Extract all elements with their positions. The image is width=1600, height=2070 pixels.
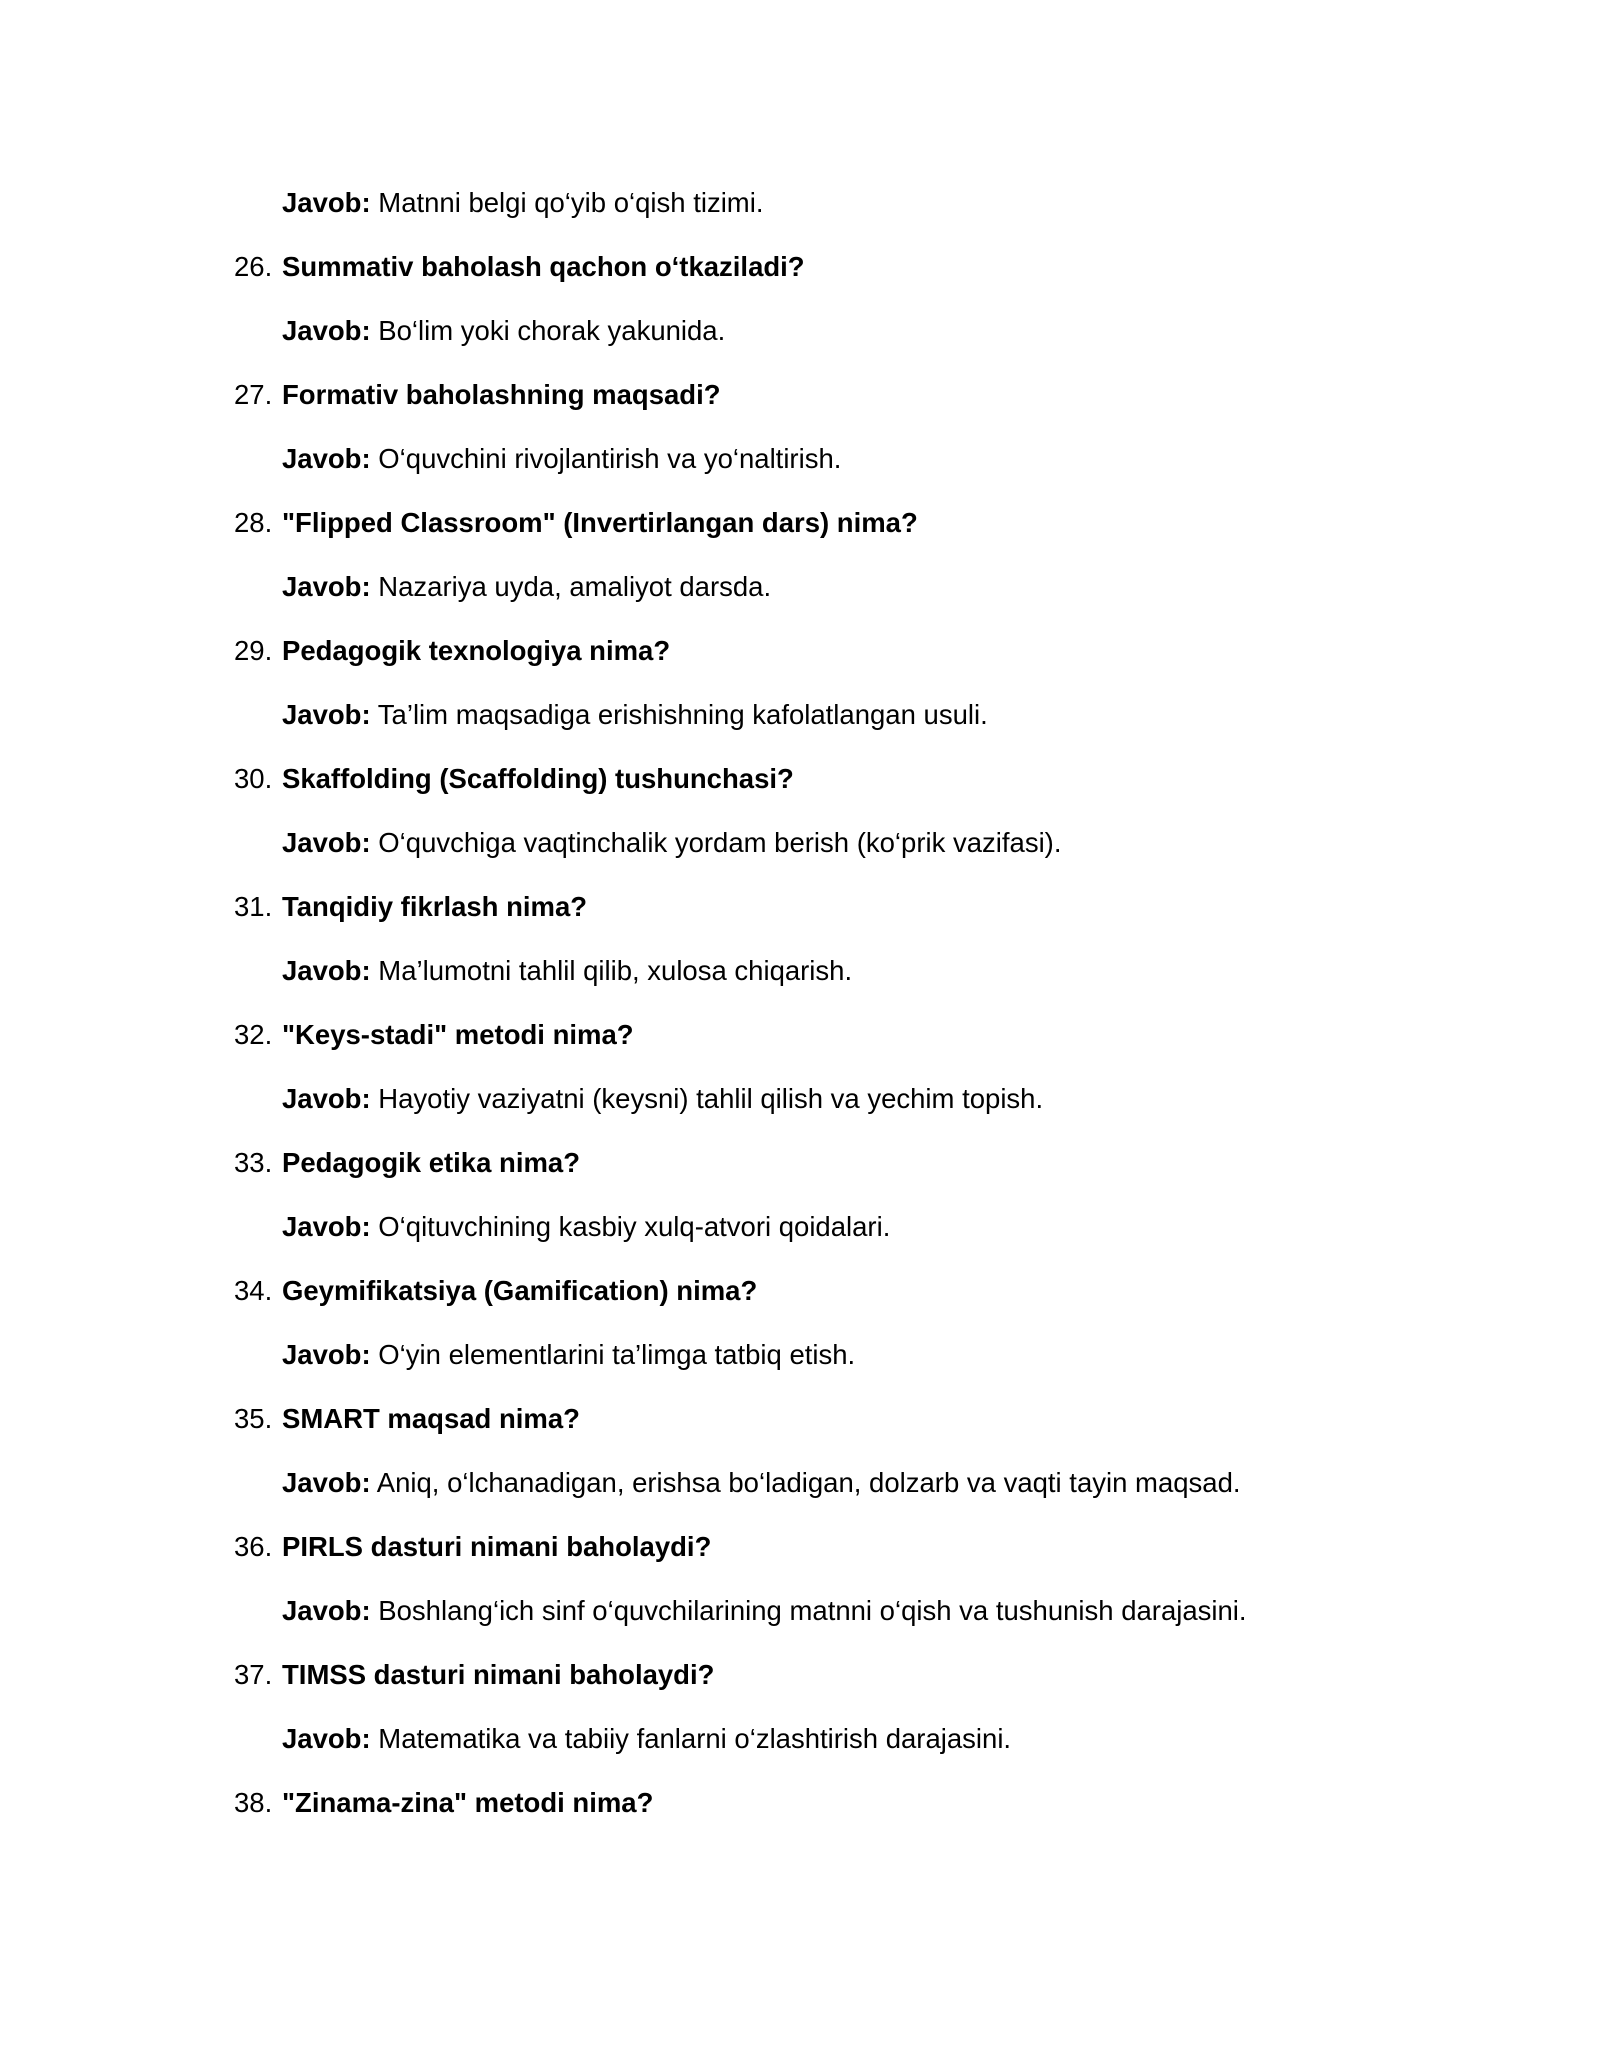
answer-label: Javob: — [282, 827, 371, 858]
question-number: 26. — [234, 251, 273, 282]
question-line — [234, 1658, 714, 1692]
answer-label: Javob: — [282, 1723, 371, 1754]
question-number: 31. — [234, 891, 273, 922]
question-number: 27. — [234, 379, 273, 410]
answer-line — [282, 1082, 1043, 1116]
question-line — [234, 1274, 757, 1308]
answer-text: O‘quvchini rivojlantirish va yo‘naltirish. — [378, 443, 842, 474]
answer-label: Javob: — [282, 955, 371, 986]
question-text: Tanqidiy fikrlash nima? — [282, 891, 588, 922]
question-text: "Zinama-zina" metodi nima? — [282, 1787, 654, 1818]
question-line — [234, 1402, 580, 1436]
answer-line — [282, 1338, 855, 1372]
answer-text: Matnni belgi qo‘yib o‘qish tizimi. — [378, 187, 764, 218]
question-text: Pedagogik etika nima? — [282, 1147, 581, 1178]
answer-label: Javob: — [282, 1595, 371, 1626]
answer-label: Javob: — [282, 1467, 371, 1498]
question-number: 38. — [234, 1787, 273, 1818]
question-line — [234, 506, 918, 540]
answer-label: Javob: — [282, 571, 371, 602]
question-line — [234, 762, 794, 796]
question-text: "Keys-stadi" metodi nima? — [282, 1019, 634, 1050]
question-number: 32. — [234, 1019, 273, 1050]
answer-text: Hayotiy vaziyatni (keysni) tahlil qilish va yechim topish. — [378, 1083, 1044, 1114]
question-number: 28. — [234, 507, 273, 538]
answer-text: O‘quvchiga vaqtinchalik yordam berish (ko‘prik vazifasi). — [378, 827, 1062, 858]
question-line — [234, 1530, 711, 1564]
question-text: TIMSS dasturi nimani baholaydi? — [282, 1659, 715, 1690]
question-line — [234, 890, 587, 924]
question-text: Formativ baholashning maqsadi? — [282, 379, 721, 410]
answer-line — [282, 1594, 1247, 1628]
answer-line — [282, 826, 1061, 860]
question-number: 33. — [234, 1147, 273, 1178]
question-line — [234, 250, 805, 284]
question-number: 34. — [234, 1275, 273, 1306]
answer-line — [282, 186, 763, 220]
answer-line — [282, 698, 988, 732]
question-line — [234, 1018, 634, 1052]
answer-text: O‘yin elementlarini ta’limga tatbiq etish. — [378, 1339, 856, 1370]
answer-text: Boshlang‘ich sinf o‘quvchilarining matnni o‘qish va tushunish darajasini. — [378, 1595, 1247, 1626]
answer-label: Javob: — [282, 699, 371, 730]
question-number: 36. — [234, 1531, 273, 1562]
answer-text: Aniq, o‘lchanadigan, erishsa bo‘ladigan, dolzarb va vaqti tayin maqsad. — [376, 1467, 1241, 1498]
question-number: 37. — [234, 1659, 273, 1690]
answer-text: Ta’lim maqsadiga erishishning kafolatlangan usuli. — [377, 699, 988, 730]
answer-line — [282, 1210, 890, 1244]
answer-text: O‘qituvchining kasbiy xulq-atvori qoidalari. — [378, 1211, 891, 1242]
question-text: Skaffolding (Scaffolding) tushunchasi? — [282, 763, 794, 794]
answer-line — [282, 442, 841, 476]
question-text: SMART maqsad nima? — [282, 1403, 580, 1434]
answer-label: Javob: — [282, 187, 371, 218]
answer-line — [282, 954, 852, 988]
question-text: Geymifikatsiya (Gamification) nima? — [282, 1275, 758, 1306]
answer-label: Javob: — [282, 1339, 371, 1370]
question-text: Pedagogik texnologiya nima? — [282, 635, 671, 666]
question-text: "Flipped Classroom" (Invertirlangan dars) nima? — [282, 507, 918, 538]
answer-text: Matematika va tabiiy fanlarni o‘zlashtirish darajasini. — [378, 1723, 1012, 1754]
answer-text: Nazariya uyda, amaliyot darsda. — [378, 571, 772, 602]
answer-line — [282, 1466, 1241, 1500]
answer-label: Javob: — [282, 1211, 371, 1242]
answer-text: Ma’lumotni tahlil qilib, xulosa chiqarish. — [378, 955, 853, 986]
question-line — [234, 634, 670, 668]
answer-label: Javob: — [282, 1083, 371, 1114]
question-line — [234, 1146, 580, 1180]
answer-line — [282, 314, 725, 348]
answer-text: Bo‘lim yoki chorak yakunida. — [378, 315, 726, 346]
question-number: 29. — [234, 635, 273, 666]
answer-line — [282, 570, 771, 604]
answer-line — [282, 1722, 1011, 1756]
question-number: 35. — [234, 1403, 273, 1434]
question-number: 30. — [234, 763, 273, 794]
answer-label: Javob: — [282, 443, 371, 474]
question-text: PIRLS dasturi nimani baholaydi? — [282, 1531, 712, 1562]
question-line — [234, 378, 721, 412]
question-text: Summativ baholash qachon o‘tkaziladi? — [282, 251, 805, 282]
answer-label: Javob: — [282, 315, 371, 346]
question-line — [234, 1786, 653, 1820]
